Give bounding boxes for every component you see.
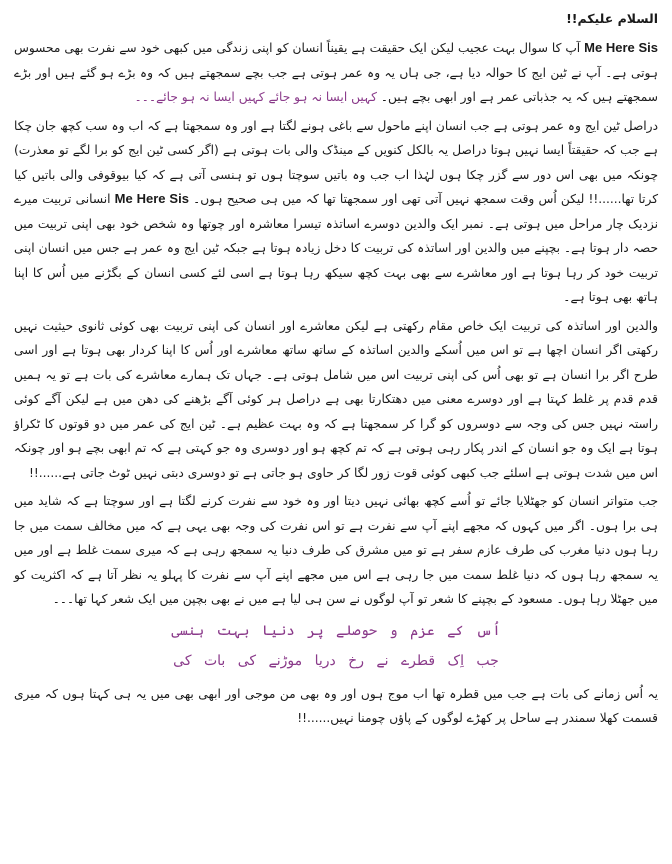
poetry-line-2: جب اِک قطرے نے رخ دریا موڑنے کی بات کی [173, 652, 499, 669]
paragraph-4: جب متواتر انسان کو جھٹلایا جائے تو اُسے کچھ بھائی نہیں دیتا اور وہ خود سے نفرت کرنے لگتا ہے اور سوچتا ہے کہ شاید میں ہی برا ہوں۔ اگر میں کہوں کہ مجھے اپنے آپ سے نفرت ہے تو اس نفرت کی وجہ بھی یہی ہے کہ میں مخالف سمت میں جا رہا ہوں دنیا مغرب کی طرف عازم سفر ہے تو میں مشرق کی طرف دنیا یہ سمجھ رہی ہے کہ میری سمت غلط ہے اور میں یہ سمجھ رہا ہوں کہ دنیا غلط سمت میں جا رہی ہے اس میں مجھے اپنے آپ سے نفرت کا پہلو یہ نظر آتا ہے کہ اکثریت کو میں جھٹلا رہا ہوں۔ مسعود کے بچپنے کا شعر تو آپ لوگوں نے سن ہی لیا ہے میں نے بھی بچپن میں ایک شعر کہا تھا۔۔۔ [14, 494, 658, 606]
paragraph-1-highlight: کہیں ایسا نہ ہو جائے کہیں ایسا نہ ہو جائے۔۔۔ [134, 90, 381, 104]
mention-name: Me Here Sis [114, 191, 189, 206]
mention-name: Me Here Sis [584, 40, 658, 55]
paragraph-1-text: آپ کا سوال بہت عجیب لیکن ایک حقیقت ہے یقیناً انسان کو اپنی زندگی میں کبھی خود سے نفرت بھی محسوس ہوتی ہے۔ آپ نے ٹین ایج کا حوالہ دیا ہے، جی ہاں یہ وہ عمر ہوتی ہے جب بچے سمجھتے ہیں کہ وہ بڑے ہو گئے ہیں اور بڑے سمجھتے ہیں کہ یہ جذباتی عمر ہے اور ابھی بچے ہیں۔ [14, 41, 658, 104]
greeting: السلام علیکم!! [566, 11, 658, 26]
paragraph-5: یہ اُس زمانے کی بات ہے جب میں قطرہ تھا اب موج ہوں اور وہ بھی من موجی اور ابھی بھی میں یہ ہی کہتا ہوں کہ میری قسمت کھلا سمندر ہے ساحل پر کھڑے لوگوں کے پاؤں چومنا نہیں......!! [14, 686, 658, 725]
paragraph-2-text-a: دراصل ٹین ایج وہ عمر ہوتی ہے جب انسان اپنے ماحول سے باغی ہونے لگتا ہے اور وہ سمجھتا ہے کہ اب وہ سب کچھ جان چکا ہے جب کہ حقیقتاً ایسا نہیں ہوتا دراصل یہ بالکل کنویں کے مینڈک والی بات ہوتی ہے (اگر کسی ٹین ایج کو برا لگے تو معذرت) چونکہ میں بھی اس دور سے گزر چکا ہوں لہٰذا اب جب وہ باتیں سوچتا ہوں تو ہنسی آتی ہے کہ کیا بیوقوفی والی باتیں کیا کرتا تھا......!! لیکن اُس وقت سمجھ نہیں آتی تھی اور سمجھتا تھا کہ میں ہی صحیح ہوں۔ [14, 118, 658, 206]
paragraph-1 [14, 36, 658, 110]
poetry-line-1: اُس کے عزم و حوصلے پر دنیا بہت ہنسی [171, 622, 501, 639]
paragraph-2 [14, 114, 658, 310]
paragraph-2-text-b: انسانی تربیت میرے نزدیک چار مراحل میں ہوتی ہے۔ نمبر ایک والدین دوسرے اساتذہ تیسرا معاشرہ اور چوتھا وہ شخص خود بھی اپنی تربیت میں حصہ دار ہوتا ہے۔ بچپنے میں والدین اور اساتذہ کی تربیت کا دخل زیادہ ہوتا ہے جبکہ ٹین ایج وہ عمر ہے جس میں انسان اپنی تربیت خود کر رہا ہوتا ہے اور معاشرے سے بھی بہت کچھ سیکھ رہا ہوتا ہے اسی لئے کسی انسان کے بگڑنے میں اُس کا اپنا ہاتھ بھی ہوتا ہے۔ [14, 192, 658, 304]
paragraph-3: والدین اور اساتذہ کی تربیت ایک خاص مقام رکھتی ہے لیکن معاشرے اور انسان کی اپنی تربیت بھی کوئی ثانوی حیثیت نہیں رکھتی اگر انسان اچھا ہے تو اس میں اُسکے والدین اساتذہ کے ساتھ ساتھ معاشرے اور اُس کا اپنا کردار بھی ہوتا ہے اور اسی طرح اگر برا انسان ہے تو بھی اُس کی اپنی تربیت اس میں شامل ہوتی ہے۔ جہاں تک ہمارے معاشرے کی بات ہے تو یہ ہمیں قدم قدم پر غلط کہتا ہے اور دوسرے معنی میں دھتکارتا بھی ہے دراصل ہر کوئی آگے بڑھنے کی دھن میں ہے لیکن آگے کوئی راستہ نہیں جس کی وجہ سے دوسروں کو گرا کر سمجھتا ہے کہ وہ بہت عظیم ہے۔ ٹین ایج کی عمر میں دو قوتوں کا ٹکراؤ ہوتا ہے ایک وہ جو انسان کے اندر پکار رہی ہوتی ہے کہ تم کچھ ہو اور دوسری وہ جو کہتی ہے کہ تم ابھی بچے ہو اور چونکہ اس میں شدت ہوتی ہے اسلئے جب کبھی کوئی قوت زور لگا کر حاوی ہو جاتی ہے تو دوسری دبتی نہیں ٹوٹ جاتی ہے......!! [14, 318, 658, 480]
poetry-verse [14, 616, 658, 676]
